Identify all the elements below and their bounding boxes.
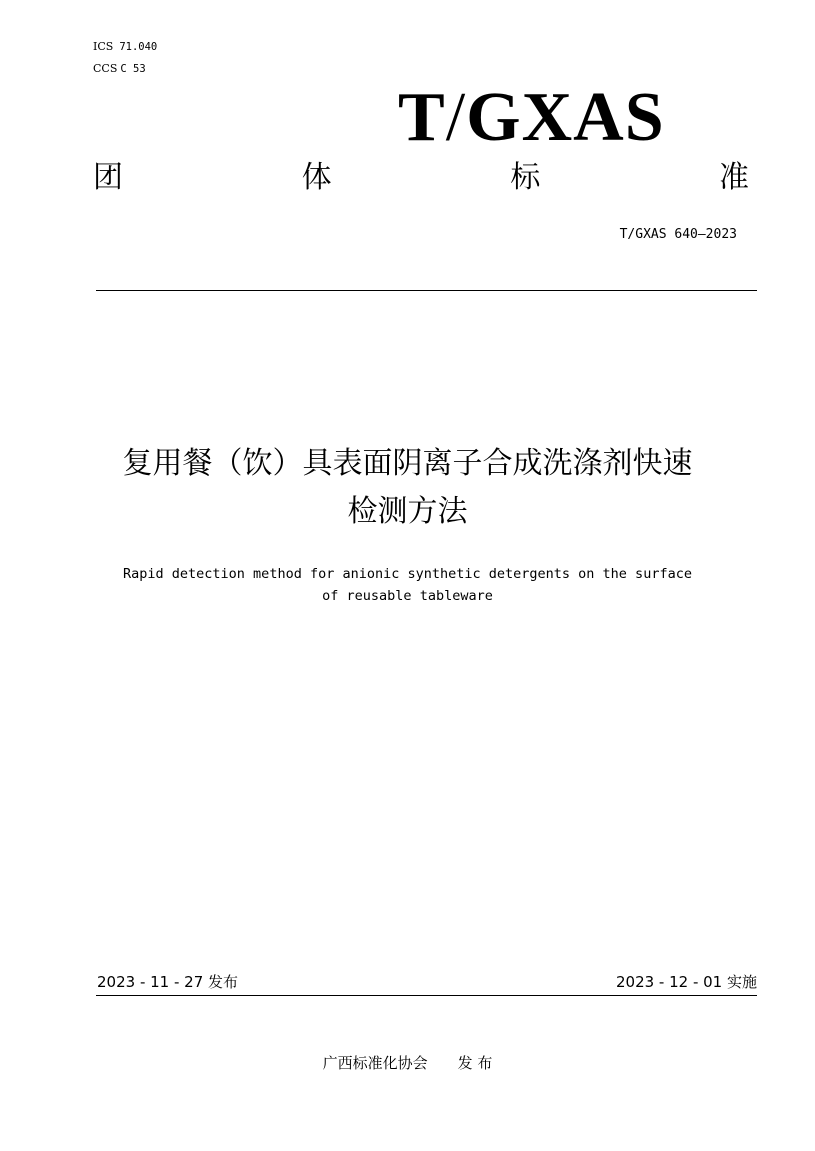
publisher-action: 发 布	[457, 1054, 493, 1072]
logo-slash: /	[445, 79, 467, 156]
standard-logo	[398, 80, 665, 156]
english-title-line-1: Rapid detection method for anionic synthetic detergents on the surface	[123, 566, 692, 582]
standard-number: T/GXAS 640—2023	[619, 227, 737, 242]
standard-type-char: 体	[301, 160, 332, 195]
top-divider	[96, 290, 757, 291]
document-title	[0, 440, 815, 536]
ccs-code	[93, 62, 146, 76]
ics-label: ICS	[93, 40, 114, 53]
ccs-value: C 53	[120, 63, 146, 75]
standard-type	[93, 158, 749, 198]
ics-code	[93, 40, 157, 54]
ics-value: 71.040	[119, 41, 158, 53]
standard-type-char: 准	[718, 160, 749, 195]
ccs-label: CCS	[93, 62, 118, 75]
publish-date: 2023 - 11 - 27 发布	[97, 973, 239, 991]
publisher	[0, 1052, 815, 1074]
implement-date: 2023 - 12 - 01 实施	[615, 973, 757, 991]
english-title-line-2: of reusable tableware	[322, 588, 493, 604]
title-line-1: 复用餐（饮）具表面阴离子合成洗涤剂快速	[122, 446, 693, 481]
bottom-divider	[96, 995, 757, 996]
standard-type-char: 标	[510, 160, 541, 195]
logo-part1: T	[398, 79, 446, 156]
title-line-2: 检测方法	[347, 494, 468, 529]
english-title	[0, 563, 815, 607]
publisher-name: 广西标准化协会	[322, 1054, 428, 1072]
standard-type-char: 团	[93, 160, 123, 195]
logo-part2: GXAS	[466, 79, 665, 156]
